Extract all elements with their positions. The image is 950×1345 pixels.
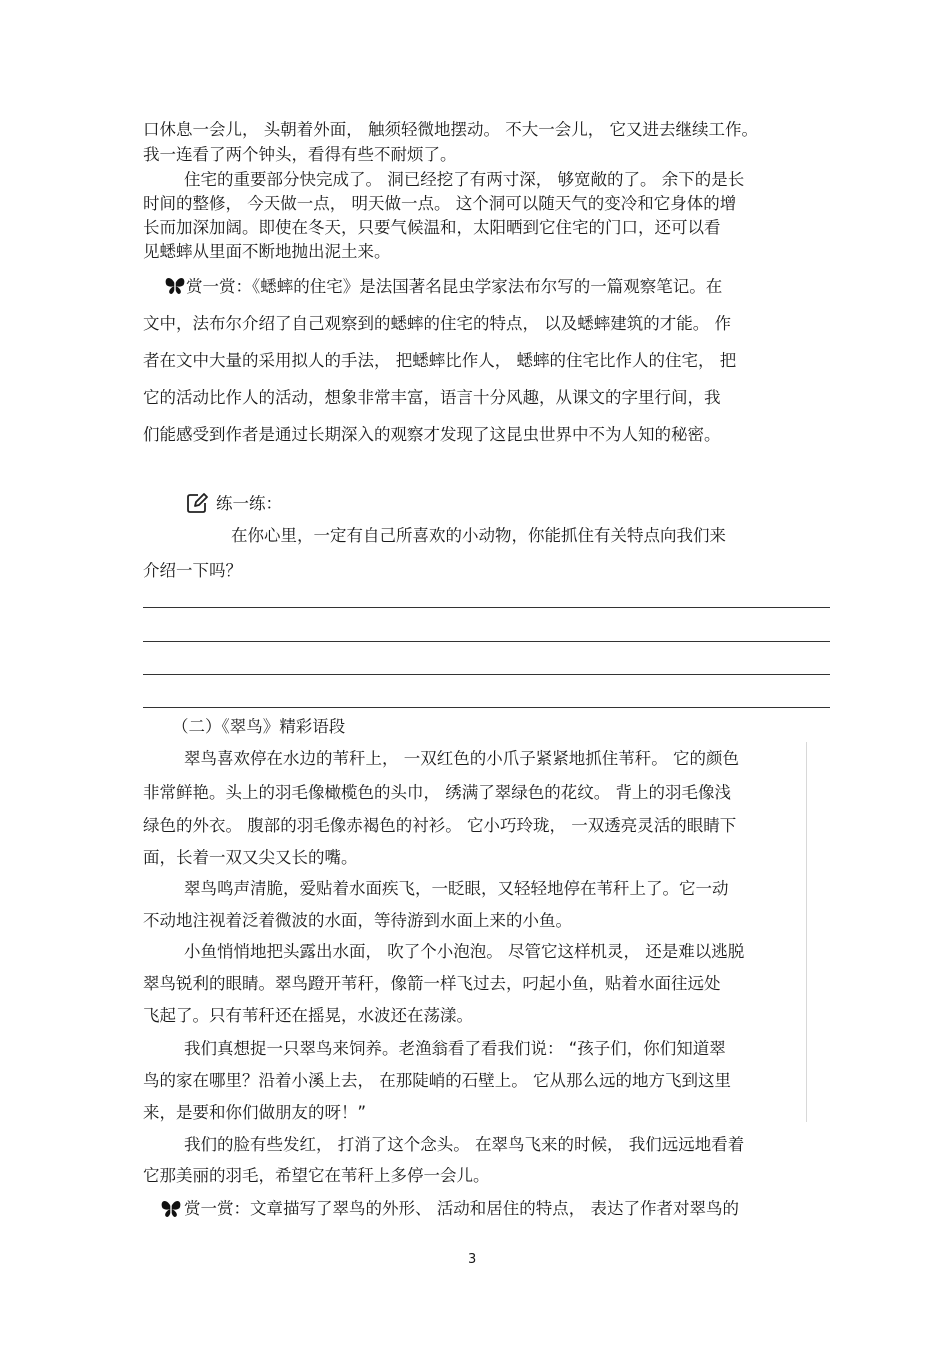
practice-prompt: 在你心里，一定有自己所喜欢的小动物，你能抓住有关特点向我们来 (231, 526, 726, 545)
butterfly-icon (164, 276, 186, 300)
text-line: 飞起了。只有苇秆还在摇晃，水波还在荡漾。 (143, 1006, 473, 1025)
text-line: 翠鸟鸣声清脆，爱贴着水面疾飞，一眨眼，又轻轻地停在苇秆上了。它一动 (184, 879, 729, 898)
text-line: 口休息一会儿， 头朝着外面， 触须轻微地摆动。 不大一会儿， 它又进去继续工作。 (143, 120, 758, 139)
section-heading: （二）《翠鸟》精彩语段 (172, 717, 346, 736)
text-line: 我们的脸有些发红， 打消了这个念头。 在翠鸟飞来的时候， 我们远远地看着 (184, 1135, 745, 1154)
practice-prompt: 介绍一下吗？ (143, 561, 242, 580)
text-line: 时间的整修， 今天做一点， 明天做一点。 这个洞可以随天气的变冷和它身体的增 (143, 194, 737, 213)
text-line: 绿色的外衣。 腹部的羽毛像赤褐色的衬衫。 它小巧玲珑， 一双透亮灵活的眼睛下 (143, 816, 737, 835)
answer-line[interactable] (143, 674, 830, 675)
appreciation-text: 们能感受到作者是通过长期深入的观察才发现了这昆虫世界中不为人知的秘密。 (143, 425, 721, 444)
text-line: 我们真想捉一只翠鸟来饲养。老渔翁看了看我们说： “孩子们，你们知道翠 (184, 1039, 726, 1058)
pencil-edit-icon (186, 492, 208, 518)
page-number: 3 (468, 1252, 477, 1267)
appreciation-text: 赏一赏：文章描写了翠鸟的外形、 活动和居住的特点， 表达了作者对翠鸟的 (184, 1199, 739, 1218)
text-line: 来，是要和你们做朋友的呀！” (143, 1103, 367, 1122)
text-line: 长而加深加阔。即使在冬天，只要气候温和，太阳晒到它住宅的门口，还可以看 (143, 218, 721, 237)
answer-line[interactable] (143, 641, 830, 642)
appreciation-text: 者在文中大量的采用拟人的手法， 把蟋蟀比作人， 蟋蟀的住宅比作人的住宅， 把 (143, 351, 737, 370)
text-line: 住宅的重要部分快完成了。 洞已经挖了有两寸深， 够宽敞的了。 余下的是长 (184, 170, 745, 189)
butterfly-icon (160, 1199, 182, 1223)
answer-line[interactable] (143, 707, 830, 708)
text-line: 翠鸟锐利的眼睛。翠鸟蹬开苇秆，像箭一样飞过去，叼起小鱼，贴着水面往远处 (143, 974, 721, 993)
text-line: 见蟋蟀从里面不断地抛出泥土来。 (143, 242, 391, 261)
text-line: 翠鸟喜欢停在水边的苇秆上， 一双红色的小爪子紧紧地抓住苇秆。 它的颜色 (184, 749, 739, 768)
text-line: 小鱼悄悄地把头露出水面， 吹了个小泡泡。 尽管它这样机灵， 还是难以逃脱 (184, 942, 745, 961)
text-line: 非常鲜艳。头上的羽毛像橄榄色的头巾， 绣满了翠绿色的花纹。 背上的羽毛像浅 (143, 783, 731, 802)
appreciation-text: 它的活动比作人的活动，想象非常丰富，语言十分风趣，从课文的字里行间，我 (143, 388, 721, 407)
answer-line[interactable] (143, 607, 830, 608)
text-line: 我一连看了两个钟头，看得有些不耐烦了。 (143, 145, 457, 164)
text-line: 鸟的家在哪里？沿着小溪上去， 在那陡峭的石壁上。 它从那么远的地方飞到这里 (143, 1071, 731, 1090)
practice-title: 练一练： (216, 494, 282, 513)
text-line: 它那美丽的羽毛，希望它在苇秆上多停一会儿。 (143, 1166, 490, 1185)
appreciation-text: 文中，法布尔介绍了自己观察到的蟋蟀的住宅的特点， 以及蟋蟀建筑的才能。 作 (143, 314, 731, 333)
text-line: 面，长着一双又尖又长的嘴。 (143, 848, 358, 867)
appreciation-text: 赏一赏：《蟋蟀的住宅》是法国著名昆虫学家法布尔写的一篇观察笔记。在 (186, 277, 723, 296)
text-line: 不动地注视着泛着微波的水面，等待游到水面上来的小鱼。 (143, 911, 572, 930)
margin-line (806, 742, 807, 1122)
